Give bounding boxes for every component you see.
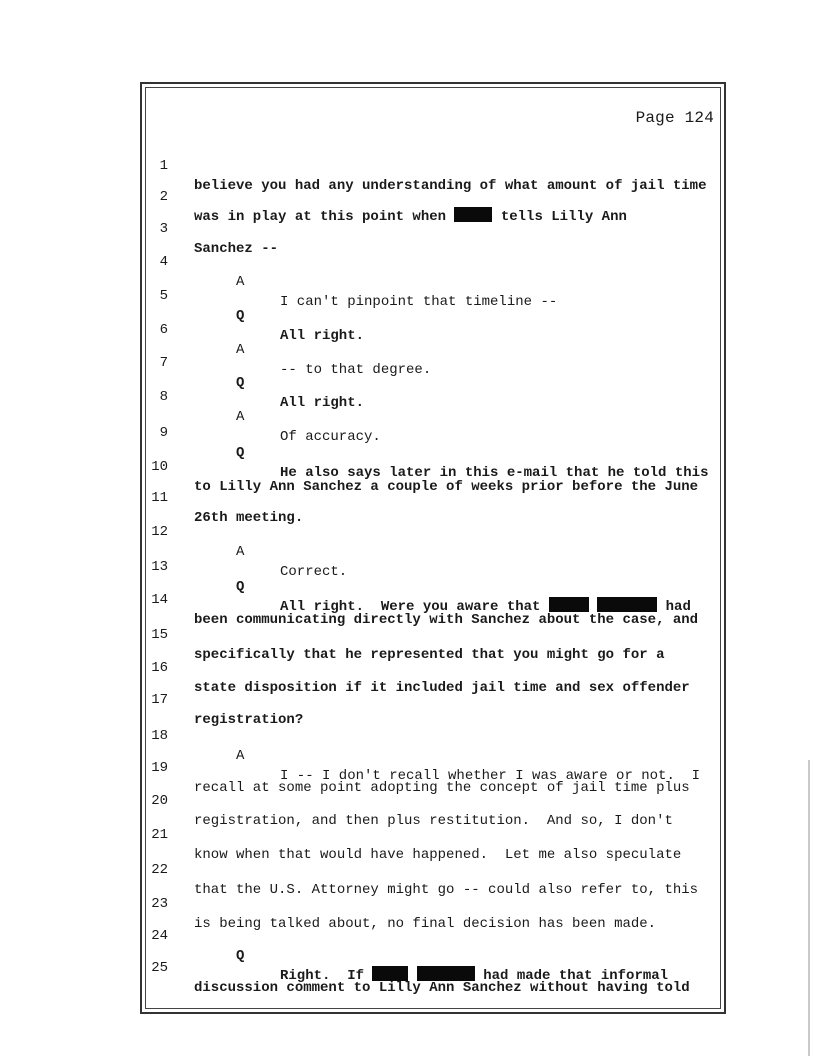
line-number: 18 (151, 728, 168, 744)
speaker-label: A (236, 274, 245, 290)
line-number: 19 (151, 760, 168, 776)
line-number: 6 (159, 322, 168, 338)
line-number: 13 (151, 559, 168, 575)
line-number: 4 (159, 254, 168, 270)
line-number: 16 (151, 660, 168, 676)
line-text: state disposition if it included jail time and sex offender (194, 680, 690, 696)
transcript-line (0, 670, 816, 728)
line-number: 3 (159, 221, 168, 237)
line-text: recall at some point adopting the concept of jail time plus (194, 780, 690, 796)
line-text: Of accuracy. (280, 429, 381, 445)
line-number: 17 (151, 692, 168, 708)
speaker-label: A (236, 544, 245, 560)
speaker-label: Q (236, 308, 245, 324)
speaker-label: Q (236, 445, 245, 461)
line-text: I can't pinpoint that timeline -- (280, 294, 558, 310)
line-text: was in play at this point when tells Lilly Ann (194, 209, 627, 225)
line-text: Correct. (280, 564, 348, 580)
line-number: 8 (159, 389, 168, 405)
line-text: Sanchez -- (194, 241, 279, 257)
line-number: 22 (151, 862, 168, 878)
speaker-label: A (236, 748, 245, 764)
transcript-line (0, 840, 816, 898)
line-text: registration, and then plus restitution. And so, I don't (194, 813, 673, 829)
transcript-line (0, 167, 816, 225)
line-text: 26th meeting. (194, 510, 304, 526)
line-number: 10 (151, 459, 168, 475)
line-text: All right. (280, 395, 365, 411)
line-number: 9 (159, 425, 168, 441)
line-text: registration? (194, 712, 304, 728)
transcript-line (0, 874, 816, 932)
line-text: All right. Were you aware that had (280, 599, 691, 615)
line-number: 20 (151, 793, 168, 809)
speaker-label: A (236, 342, 245, 358)
line-text: to Lilly Ann Sanchez a couple of weeks prior before the June (194, 479, 699, 495)
line-number: 11 (151, 490, 168, 506)
line-text: -- to that degree. (280, 362, 432, 378)
transcript-line (0, 638, 816, 696)
line-number: 2 (159, 189, 168, 205)
page-number: Page 124 (635, 109, 714, 127)
transcript-line (0, 468, 816, 526)
line-text: is being talked about, no final decision has been made. (194, 916, 657, 932)
speaker-label: Q (236, 948, 245, 964)
line-text: All right. (280, 328, 365, 344)
line-text: discussion comment to Lilly Ann Sanchez without having told (194, 980, 690, 996)
line-number: 12 (151, 524, 168, 540)
line-number: 21 (151, 827, 168, 843)
line-text: He also says later in this e-mail that he told this (280, 465, 709, 481)
line-number: 5 (159, 288, 168, 304)
speaker-label: Q (236, 375, 245, 391)
transcript-line (0, 232, 816, 310)
line-text: I -- I don't recall whether I was aware or not. I (280, 768, 701, 784)
line-text: that the U.S. Attorney might go -- could also refer to, this (194, 882, 699, 898)
transcript-line (0, 199, 816, 257)
line-number: 23 (151, 896, 168, 912)
line-text: been communicating directly with Sanchez about the case, and (194, 612, 699, 628)
line-number: 7 (159, 355, 168, 371)
line-text: specifically that he represented that you might go for a (194, 647, 665, 663)
transcript-line (0, 805, 816, 863)
line-text: Right. If had made that informal (280, 968, 669, 984)
line-text: believe you had any understanding of what amount of jail time (194, 178, 707, 194)
transcript-line (0, 605, 816, 663)
line-number: 1 (159, 158, 168, 174)
line-number: 25 (151, 960, 168, 976)
line-number: 14 (151, 592, 168, 608)
speaker-label: A (236, 409, 245, 425)
transcript-line (0, 136, 816, 194)
speaker-label: Q (236, 579, 245, 595)
line-number: 15 (151, 627, 168, 643)
line-text: know when that would have happened. Let me also speculate (194, 847, 682, 863)
line-number: 24 (151, 928, 168, 944)
transcript-line (0, 771, 816, 829)
